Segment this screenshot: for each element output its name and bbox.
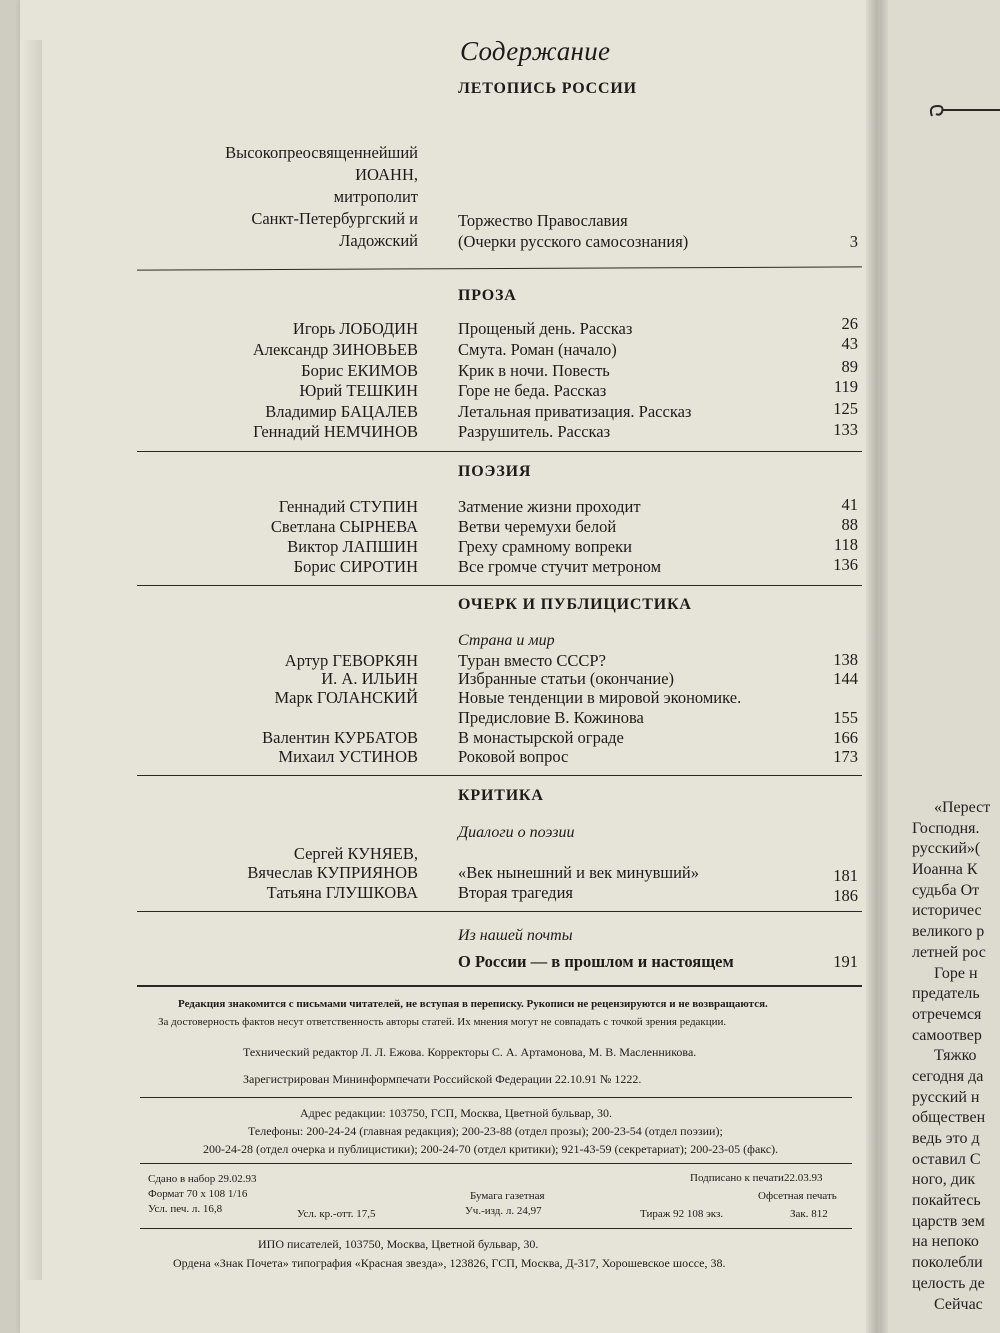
section-heading-essays: ОЧЕРК И ПУБЛИЦИСТИКА (458, 596, 692, 613)
toc-work-title: Все громче стучит метроном (458, 557, 662, 576)
page-edge (20, 40, 42, 1280)
facing-line: русский н (912, 1088, 980, 1106)
toc-work-title: Греху срамному вопреки (458, 537, 632, 556)
facing-line: Тяжко (934, 1047, 977, 1065)
registration-note: Зарегистрирован Мининформпечати Российской Федерации 22.10.91 № 1222. (243, 1072, 642, 1086)
facing-line: судьба От (912, 881, 980, 899)
toc-page-number: 43 (841, 334, 858, 353)
facing-line: сегодня да (912, 1067, 984, 1085)
color-prints: Усл. кр.-отт. 17,5 (297, 1208, 376, 1220)
toc-page-number: 155 (833, 708, 858, 727)
facing-line: великого р (912, 923, 985, 941)
editorial-notice: За достоверность фактов несут ответственность авторы статей. Их мнения могут не совпадать с точкой зрения редакции. (158, 1016, 727, 1028)
toc-page-number: 186 (833, 886, 858, 905)
toc-page-number: 173 (833, 747, 858, 766)
toc-work-title: В монастырской ограде (458, 728, 624, 747)
facing-line: на непоко (912, 1233, 979, 1251)
format-info: Формат 70 x 108 1/16 (148, 1188, 248, 1200)
toc-page-number: 133 (833, 420, 858, 439)
facing-line: Иоанна К (912, 861, 978, 879)
toc-author: Владимир БАЦАЛЕВ (265, 402, 418, 421)
toc-work-title: Вторая трагедия (458, 883, 573, 902)
imprint-divider (140, 1163, 852, 1164)
toc-author: Валентин КУРБАТОВ (262, 728, 418, 747)
toc-author: Вячеслав КУПРИЯНОВ (247, 863, 418, 882)
subsection-heading: Из нашей почты (458, 927, 573, 944)
circulation: Тираж 92 108 экз. (640, 1208, 724, 1220)
toc-work-title: Роковой вопрос (458, 747, 569, 766)
toc-work-title: Крик в ночи. Повесть (458, 361, 610, 380)
toc-author: Светлана СЫРНЕВА (270, 517, 418, 536)
phone-numbers: 200-24-28 (отдел очерка и публицистики); 200-24-70 (отдел критики); 921-43-59 (секретариат); 200-23-05 (факс). (203, 1142, 779, 1156)
toc-page-number: 89 (841, 357, 858, 376)
toc-author: И. А. ИЛЬИН (321, 669, 418, 688)
toc-author: Борис СИРОТИН (293, 557, 418, 576)
paper-type: Бумага газетная (470, 1190, 545, 1202)
editorial-notice: Редакция знакомится с письмами читателей, не вступая в переписку. Рукописи не рецензируются и не возвращаются. (178, 998, 768, 1010)
toc-work-title: «Век нынешний и век минувший» (458, 863, 699, 882)
section-divider (137, 775, 862, 776)
facing-line: летней рос (912, 943, 986, 961)
ornament-flourish-icon (926, 96, 1000, 126)
toc-page-number: 118 (833, 535, 858, 554)
toc-work-title: Прощеный день. Рассказ (458, 319, 633, 338)
toc-page-number: 166 (833, 728, 858, 747)
facing-line: самоотвер (912, 1026, 982, 1044)
toc-author: Марк ГОЛАНСКИЙ (274, 688, 418, 707)
toc-author: Сергей КУНЯЕВ, (293, 844, 418, 863)
print-sheets: Усл. печ. л. 16,8 (148, 1203, 223, 1215)
facing-line: царств зем (912, 1212, 985, 1230)
toc-page-number: 181 (833, 866, 858, 885)
facing-line: ведь это д (912, 1130, 980, 1147)
editorial-address: Адрес редакции: 103750, ГСП, Москва, Цветной бульвар, 30. (300, 1106, 612, 1120)
facing-line: ного, дик (912, 1171, 976, 1189)
publisher-address: ИПО писателей, 103750, Москва, Цветной бульвар, 30. (258, 1237, 539, 1251)
toc-page-number: 138 (833, 650, 858, 669)
toc-author: Геннадий НЕМЧИНОВ (253, 422, 418, 441)
publication-sheets: Уч.-изд. л. 24,97 (465, 1205, 542, 1217)
section-heading-prose: ПРОЗА (458, 287, 517, 304)
facing-line: поколебли (912, 1254, 983, 1272)
toc-author: Высокопреосвященнейший (225, 143, 418, 162)
toc-page-number: 41 (841, 495, 858, 514)
facing-line: Горе н (934, 964, 978, 982)
toc-page-number: 125 (833, 399, 858, 418)
toc-author: Татьяна ГЛУШКОВА (266, 883, 418, 902)
facing-line: обществен (912, 1109, 986, 1127)
toc-work-title: О России — в прошлом и настоящем (458, 952, 734, 971)
toc-work-title: Новые тенденции в мировой экономике. (458, 688, 742, 707)
toc-work-title: Смута. Роман (начало) (458, 340, 617, 359)
section-divider (137, 451, 862, 452)
facing-line: целость де (912, 1274, 985, 1292)
section-heading-chronicle: ЛЕТОПИСЬ РОССИИ (458, 80, 637, 97)
toc-author: Александр ЗИНОВЬЕВ (252, 340, 418, 359)
facing-line: Сейчас (934, 1295, 983, 1313)
toc-work-title: Горе не беда. Рассказ (458, 381, 607, 400)
toc-author: Юрий ТЕШКИН (299, 381, 418, 400)
facing-page-text (912, 798, 1000, 1315)
toc-author: митрополит (333, 187, 418, 206)
subsection-heading: Диалоги о поэзии (458, 824, 575, 841)
printing-house: Ордена «Знак Почета» типография «Красная звезда», 123826, ГСП, Москва, Д-317, Хорошевское шоссе, 38. (173, 1256, 726, 1270)
toc-author: ИОАНН, (355, 165, 418, 184)
toc-author: Геннадий СТУПИН (278, 497, 418, 516)
facing-line: оставил С (912, 1150, 981, 1168)
toc-work-title: Разрушитель. Рассказ (458, 422, 611, 441)
toc-author: Ладожский (339, 231, 418, 250)
signed-date: Подписано к печати22.03.93 (690, 1172, 823, 1184)
print-method: Офсетная печать (758, 1190, 837, 1202)
toc-page-number: 88 (841, 515, 858, 534)
editors-credit: Технический редактор Л. Л. Ежова. Корректоры С. А. Артамонова, М. В. Масленникова. (243, 1045, 697, 1059)
facing-line: русский»( (912, 840, 981, 858)
toc-page-number: 26 (841, 314, 858, 333)
toc-author: Виктор ЛАПШИН (287, 537, 418, 556)
toc-author: Санкт-Петербургский и (251, 209, 418, 228)
section-heading-poetry: ПОЭЗИЯ (458, 463, 532, 480)
toc-author: Михаил УСТИНОВ (278, 747, 418, 766)
toc-work-title: Ветви черемухи белой (458, 517, 617, 536)
spine-shadow (866, 0, 888, 1333)
facing-line: Господня. (912, 819, 980, 837)
section-divider (137, 911, 862, 912)
toc-author: Игорь ЛОБОДИН (292, 319, 418, 338)
toc-work-title: Затмение жизни проходит (458, 497, 641, 516)
imprint-divider (140, 1228, 852, 1229)
toc-page-number: 3 (849, 232, 858, 251)
toc-work-title: Торжество Православия (458, 211, 628, 230)
toc-author: Артур ГЕВОРКЯН (284, 651, 418, 670)
toc-page-number: 119 (833, 377, 858, 396)
toc-page-number: 136 (833, 555, 858, 574)
toc-work-title: Туран вместо СССР? (458, 651, 606, 670)
toc-work-title: Предисловие В. Кожинова (458, 708, 644, 727)
toc-page-number: 191 (833, 952, 858, 971)
facing-line: покайтесь (912, 1192, 981, 1210)
section-divider (137, 585, 862, 586)
toc-author: Борис ЕКИМОВ (301, 361, 418, 380)
toc-work-title: (Очерки русского самосознания) (458, 232, 689, 251)
page-title: Содержание (460, 36, 611, 66)
toc-page-number: 144 (833, 669, 858, 688)
toc-work-title: Летальная приватизация. Рассказ (458, 402, 692, 421)
facing-line: историчес (912, 902, 982, 920)
facing-line: «Перест (934, 799, 991, 816)
facing-line: предатель (912, 985, 980, 1003)
subsection-heading: Страна и мир (458, 632, 555, 649)
imprint-divider (140, 1097, 852, 1098)
facing-line: отречемся (912, 1005, 982, 1023)
typeset-date: Сдано в набор 29.02.93 (148, 1173, 257, 1185)
section-heading-criticism: КРИТИКА (458, 787, 544, 804)
toc-work-title: Избранные статьи (окончание) (458, 669, 675, 688)
phone-numbers: Телефоны: 200-24-24 (главная редакция); 200-23-88 (отдел прозы); 200-23-54 (отдел поэзии); (248, 1124, 723, 1138)
imprint-divider (137, 985, 862, 987)
order-number: Зак. 812 (790, 1208, 828, 1220)
